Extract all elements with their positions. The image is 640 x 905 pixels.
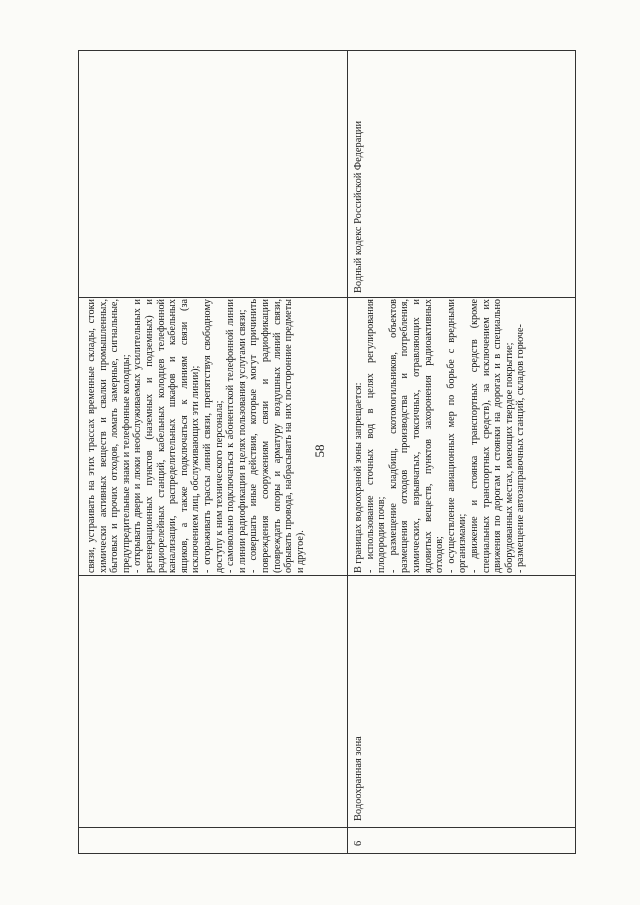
restriction-line: и другое). xyxy=(294,530,306,573)
row-divider xyxy=(347,51,348,853)
column-divider xyxy=(79,827,575,828)
restriction-line: предупредительные знаки и телефонные колодцы; xyxy=(120,354,132,573)
restriction-line: - осуществление авиационных мер по борьбе с вредными xyxy=(445,299,457,573)
restriction-line: - открывать двери и люки необслуживаемых усилительных и xyxy=(132,299,144,573)
restriction-line: и линии радиофикации в целях пользования услугами связи; xyxy=(236,309,248,573)
restriction-line: оборудованных местах, имеющих твердое покрытие; xyxy=(503,342,515,573)
column-divider xyxy=(79,575,575,576)
restriction-line: плодородия почв; xyxy=(376,496,388,573)
restrictions-table xyxy=(78,50,576,854)
restriction-line: - совершать иные действия, которые могут причинить xyxy=(248,299,260,573)
restriction-line: - огораживать трассы линий связи, препятствуя свободному xyxy=(201,299,213,573)
restriction-line: регенерационных пунктов (наземных и подземных) и xyxy=(143,299,155,573)
restriction-line: ядовитых веществ, пунктов захоронения радиоактивных xyxy=(422,299,434,573)
restriction-line: специальных транспортных средств), за исключением их xyxy=(480,299,492,573)
restriction-line: - использование сточных вод в целях регулирования xyxy=(364,299,376,573)
restriction-line: - самовольно подключаться к абонентской телефонной линии xyxy=(225,299,237,573)
restriction-line: связи, устраивать на этих трассах временные склады, стоки xyxy=(86,299,97,573)
restriction-line: канализации, распределительных шкафов и кабельных xyxy=(167,299,179,573)
restriction-line: - размещение кладбищ, скотомогильников, объектов xyxy=(387,299,399,573)
restriction-line: ящиков, а также подключаться к линиям связи (за xyxy=(178,299,190,573)
restriction-line: доступу к ним технического персонала; xyxy=(213,400,225,573)
row-6-legal-basis: Водный кодекс Российской Федерации xyxy=(353,120,364,293)
row-6-restrictions xyxy=(353,299,527,573)
row-6-number: 6 xyxy=(353,840,364,846)
restriction-line: движения по дорогам и стоянки на дорогах и в специально xyxy=(492,299,504,573)
restriction-line: организмами; xyxy=(457,513,469,573)
restriction-line: В границах водоохраной зоны запрещается: xyxy=(353,382,364,573)
restriction-line: - движение и стоянка транспортных средств (кроме xyxy=(468,299,480,573)
column-divider xyxy=(79,297,575,298)
restriction-line: отходов; xyxy=(434,536,446,573)
page-number: 58 xyxy=(312,444,327,458)
restriction-line: радиорелейных станций, кабельных колодцев телефонной xyxy=(155,299,167,573)
restriction-line: повреждения сооружениям связи и радиофикации xyxy=(259,299,271,573)
restriction-line: бытовых и прочих отходов, ломать замерные, сигнальные, xyxy=(109,299,121,573)
restriction-line: - размещение автозаправочных станций, складов горюче- xyxy=(515,324,527,573)
restriction-line: исключением лиц, обслуживающих эти линии); xyxy=(190,365,202,573)
row-continuation-restrictions xyxy=(86,299,306,573)
restriction-line: размещения отходов производства и потребления, xyxy=(399,299,411,573)
restriction-line: химически активных веществ и свалки промышленных, xyxy=(97,299,109,573)
restriction-line: (повреждать опоры и арматуру воздушных линий связи, xyxy=(271,299,283,573)
restriction-line: обрывать провода, набрасывать на них посторонние предметы xyxy=(283,299,295,573)
row-6-zone-name: Водоохранная зона xyxy=(353,736,364,821)
restriction-line: химических, взрывчатых, токсичных, отравляющих и xyxy=(410,299,422,573)
